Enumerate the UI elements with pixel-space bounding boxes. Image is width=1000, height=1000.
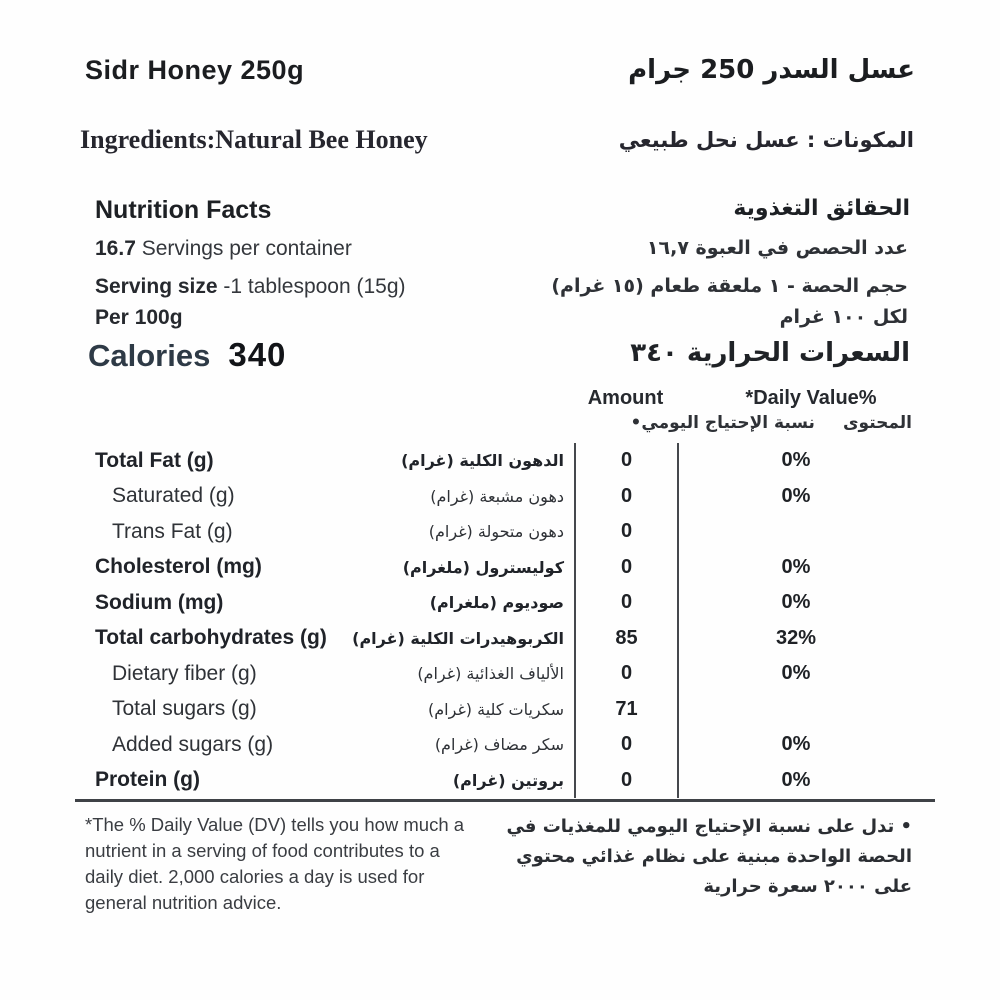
servings-row [95, 237, 908, 261]
row-label-en: Total sugars (g) [112, 697, 257, 721]
row-label-ar: صوديوم (ملغرام) [429, 593, 564, 613]
row-label-en: Added sugars (g) [112, 732, 274, 756]
table-bottom-rule [75, 799, 935, 802]
table-row [75, 692, 935, 728]
calories-row [88, 336, 910, 374]
calories-ar: السعرات الحرارية ٣٤٠ [630, 338, 910, 368]
column-header-daily-value: *Daily Value% [745, 387, 877, 409]
column-header-amount-ar: المحتوى [842, 413, 912, 433]
row-label-ar: الكربوهيدرات الكلية (غرام) [352, 628, 564, 648]
row-label-en: Protein (g) [95, 768, 200, 792]
footnote-row [85, 812, 912, 916]
row-amount-value: 85 [574, 621, 677, 657]
table-row [75, 621, 935, 657]
nutrition-facts-heading-ar: الحقائق التغذوية [733, 196, 910, 221]
serving-size-ar [551, 271, 908, 333]
footnote-en: *The % Daily Value (DV) tells you how much a nutrient in a serving of food contributes to a daily diet. 2,000 calories a day is used for general nutrition advice. [85, 814, 465, 913]
row-daily-value: 0% [677, 585, 935, 621]
servings-en [95, 237, 352, 261]
row-amount-value: 0 [574, 550, 677, 586]
serving-size-label: Serving size [95, 275, 218, 298]
servings-value: 16.7 [95, 237, 136, 260]
row-amount-value: 0 [574, 763, 677, 799]
row-label-en: Total Fat (g) [95, 448, 214, 472]
row-amount-value: 0 [574, 727, 677, 763]
calories-en [88, 336, 286, 374]
row-amount-value: 0 [574, 443, 677, 479]
row-label-cell [75, 443, 574, 479]
table-row [75, 514, 935, 550]
row-amount-value: 0 [574, 656, 677, 692]
serving-size-en [95, 271, 406, 333]
row-daily-value: 0% [677, 550, 935, 586]
column-header-amount: Amount [587, 387, 664, 409]
row-label-cell [75, 479, 574, 515]
row-label-ar: دهون مشبعة (غرام) [430, 486, 564, 506]
row-label-cell [75, 621, 574, 657]
per-basis-ar: لكل ١٠٠ غرام [779, 306, 908, 328]
table-row [75, 443, 935, 479]
row-label-ar: بروتين (غرام) [452, 770, 564, 790]
ingredients-en: Ingredients:Natural Bee Honey [80, 125, 428, 154]
row-label-ar: دهون متحولة (غرام) [428, 522, 564, 542]
row-label-ar: الألياف الغذائية (غرام) [417, 664, 564, 684]
row-label-cell [75, 692, 574, 728]
row-daily-value: 0% [677, 656, 935, 692]
row-amount-value: 0 [574, 514, 677, 550]
ingredients-ar: المكونات : عسل نحل طبيعي [618, 128, 914, 152]
row-label-en: Sodium (mg) [95, 590, 224, 614]
row-label-ar: سكر مضاف (غرام) [434, 735, 564, 755]
row-daily-value: 0% [677, 727, 935, 763]
table-row [75, 727, 935, 763]
product-title-ar: عسل السدر 250 جرام [628, 55, 915, 85]
row-label-cell [75, 514, 574, 550]
row-label-cell [75, 727, 574, 763]
row-label-en: Dietary fiber (g) [112, 661, 257, 685]
servings-label-en: Servings per container [141, 237, 352, 260]
row-daily-value: 0% [677, 479, 935, 515]
row-amount-value: 0 [574, 585, 677, 621]
serving-size-row [95, 271, 908, 333]
row-daily-value [677, 692, 935, 728]
nutrition-facts-heading-row [95, 196, 910, 225]
nutrition-facts-heading-en: Nutrition Facts [95, 196, 272, 224]
serving-size-line [95, 271, 406, 302]
row-daily-value: 0% [677, 443, 935, 479]
table-row [75, 585, 935, 621]
calories-label: Calories [88, 338, 211, 373]
row-daily-value: 0% [677, 763, 935, 799]
row-label-cell [75, 656, 574, 692]
row-label-cell [75, 585, 574, 621]
calories-value: 340 [228, 336, 287, 373]
row-label-en: Total carbohydrates (g) [95, 626, 327, 650]
row-label-ar: كوليسترول (ملغرام) [402, 557, 564, 577]
product-title-en: Sidr Honey 250g [85, 55, 305, 85]
per-basis-en: Per 100g [95, 306, 183, 329]
row-label-ar: سكريات كلية (غرام) [428, 699, 564, 719]
table-row [75, 550, 935, 586]
row-daily-value: 32% [677, 621, 935, 657]
nutrition-table [75, 443, 935, 798]
table-row [75, 763, 935, 799]
row-label-en: Trans Fat (g) [112, 519, 233, 543]
row-label-ar: الدهون الكلية (غرام) [401, 451, 564, 471]
column-headers-arabic [631, 413, 912, 433]
row-daily-value [677, 514, 935, 550]
serving-size-ar-line: حجم الحصة - ١ ملعقة طعام (١٥ غرام) [551, 275, 908, 297]
row-label-cell [75, 763, 574, 799]
row-label-en: Cholesterol (mg) [95, 555, 262, 579]
column-header-daily-value-ar: •نسبة الإحتياج اليومي [630, 413, 815, 433]
row-amount-value: 71 [574, 692, 677, 728]
row-label-en: Saturated (g) [112, 484, 235, 508]
serving-size-detail: -1 tablespoon (15g) [223, 275, 406, 298]
ingredients-row [80, 125, 914, 155]
product-title-row [85, 55, 915, 86]
table-row [75, 479, 935, 515]
row-amount-value: 0 [574, 479, 677, 515]
table-row [75, 656, 935, 692]
footnote-ar: • تدل على نسبة الإحتياج اليومي للمغذيات في الحصة الواحدة مبنية على نظام غذائي محتوي على ٢٠٠٠ سعرة حرارية [506, 816, 912, 897]
row-label-cell [75, 550, 574, 586]
servings-ar: عدد الحصص في العبوة ١٦,٧ [646, 237, 908, 259]
